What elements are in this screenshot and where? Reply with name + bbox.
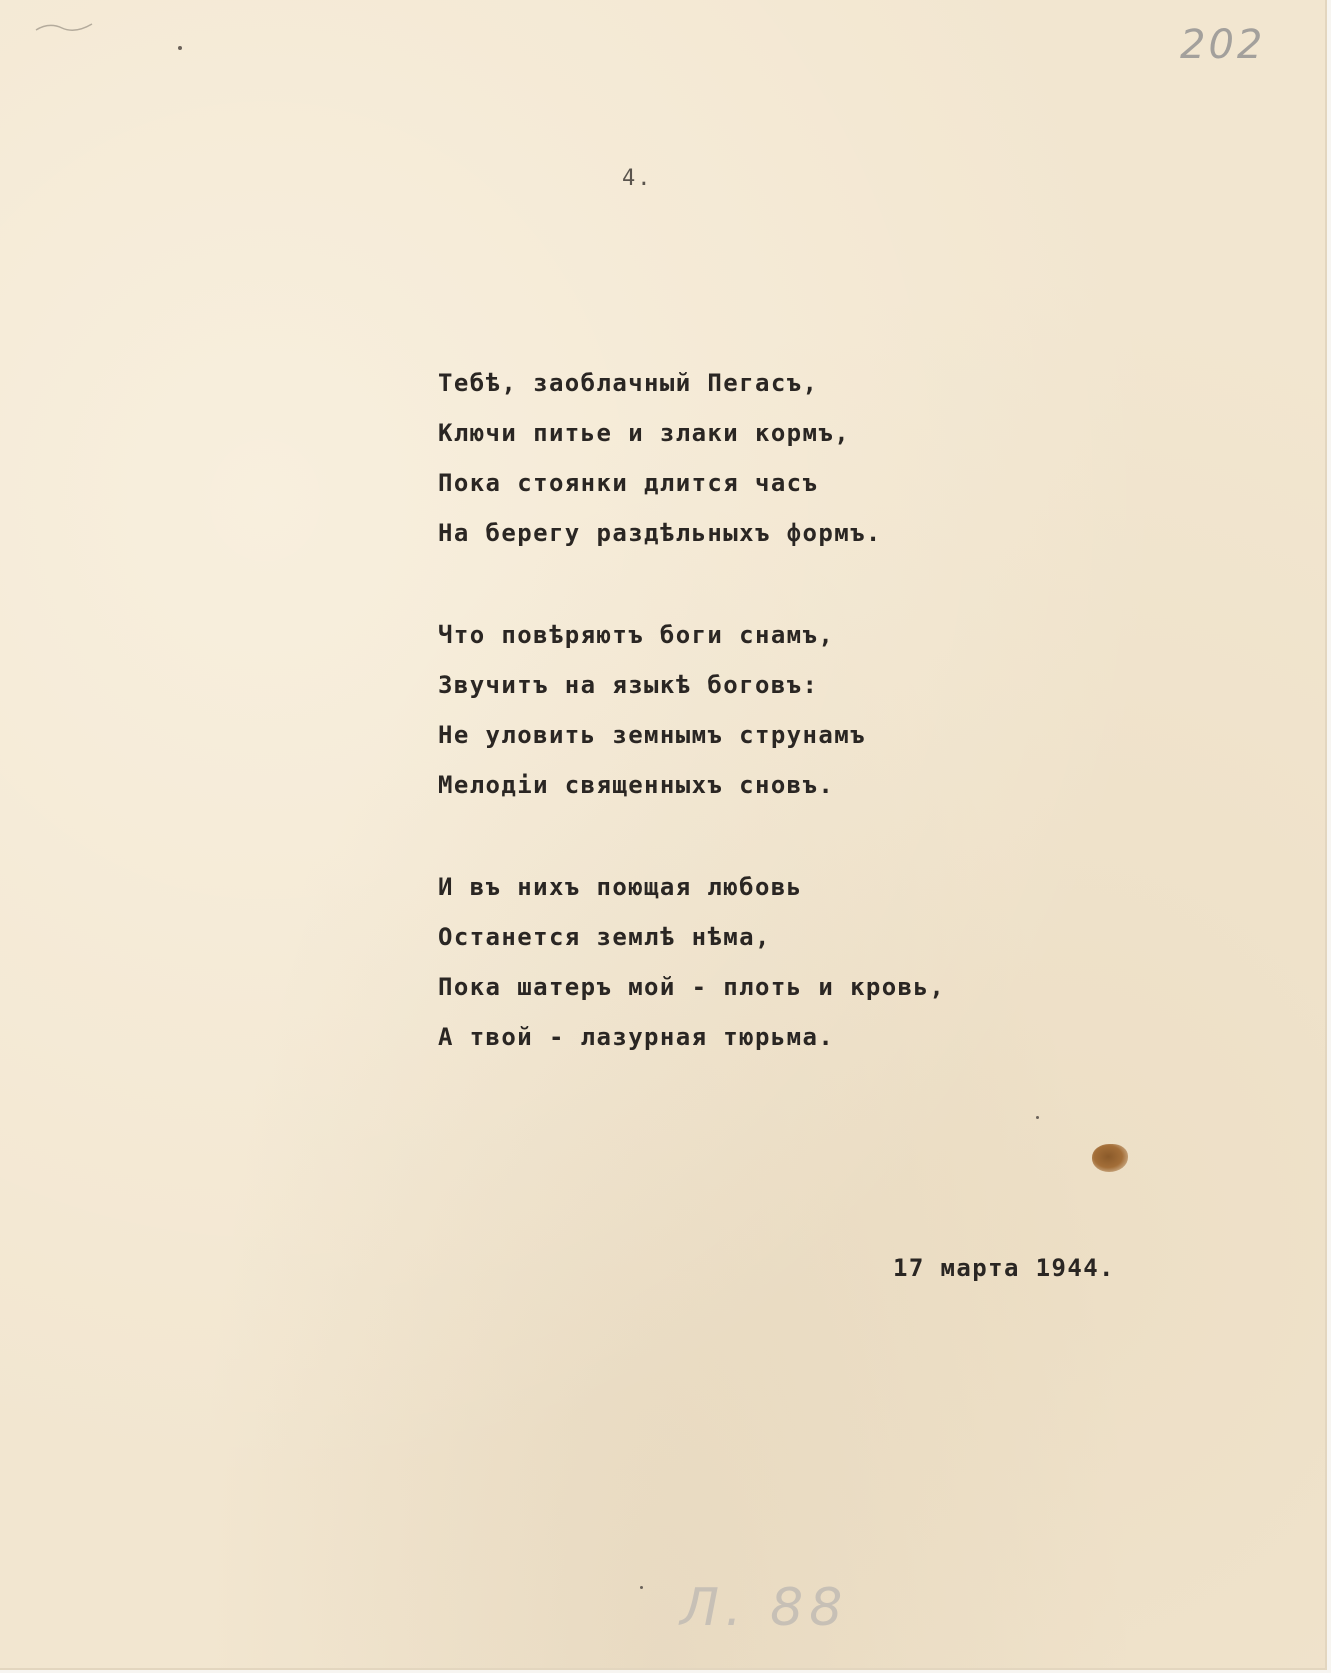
archive-page-number: 202 [1180, 22, 1266, 68]
stanza-3 [438, 862, 945, 1062]
stanza-1 [438, 358, 945, 558]
poem-line: Пока стоянки длится часъ [438, 469, 819, 497]
sheet-number: Л. 88 [680, 1578, 849, 1638]
poem [438, 358, 945, 1114]
paper-speck [178, 46, 182, 50]
poem-line: А твой - лазурная тюрьма. [438, 1023, 835, 1051]
poem-line: Звучитъ на языкѣ боговъ: [438, 671, 819, 699]
poem-line: На берегу раздѣльныхъ формъ. [438, 519, 882, 547]
paper-speck [640, 1586, 643, 1589]
poem-line: Ключи питье и злаки кормъ, [438, 419, 851, 447]
poem-line: Останется землѣ нѣма, [438, 923, 771, 951]
poem-line: И въ нихъ поющая любовь [438, 873, 803, 901]
poem-date: 17 марта 1944. [893, 1254, 1115, 1282]
poem-line: Что повѣряютъ боги снамъ, [438, 621, 835, 649]
poem-line: Не уловить земнымъ струнамъ [438, 721, 866, 749]
poem-line: Пока шатеръ мой - плоть и кровь, [438, 973, 946, 1001]
poem-line: Мелодіи священныхъ сновъ. [438, 771, 835, 799]
ink-stain [1092, 1144, 1128, 1172]
poem-line: Тебѣ, заоблачный Пегасъ, [438, 369, 819, 397]
corner-pencil-mark [34, 20, 94, 34]
paper-speck [1036, 1116, 1039, 1119]
stanza-2 [438, 610, 945, 810]
page-number: 4. [622, 166, 653, 191]
